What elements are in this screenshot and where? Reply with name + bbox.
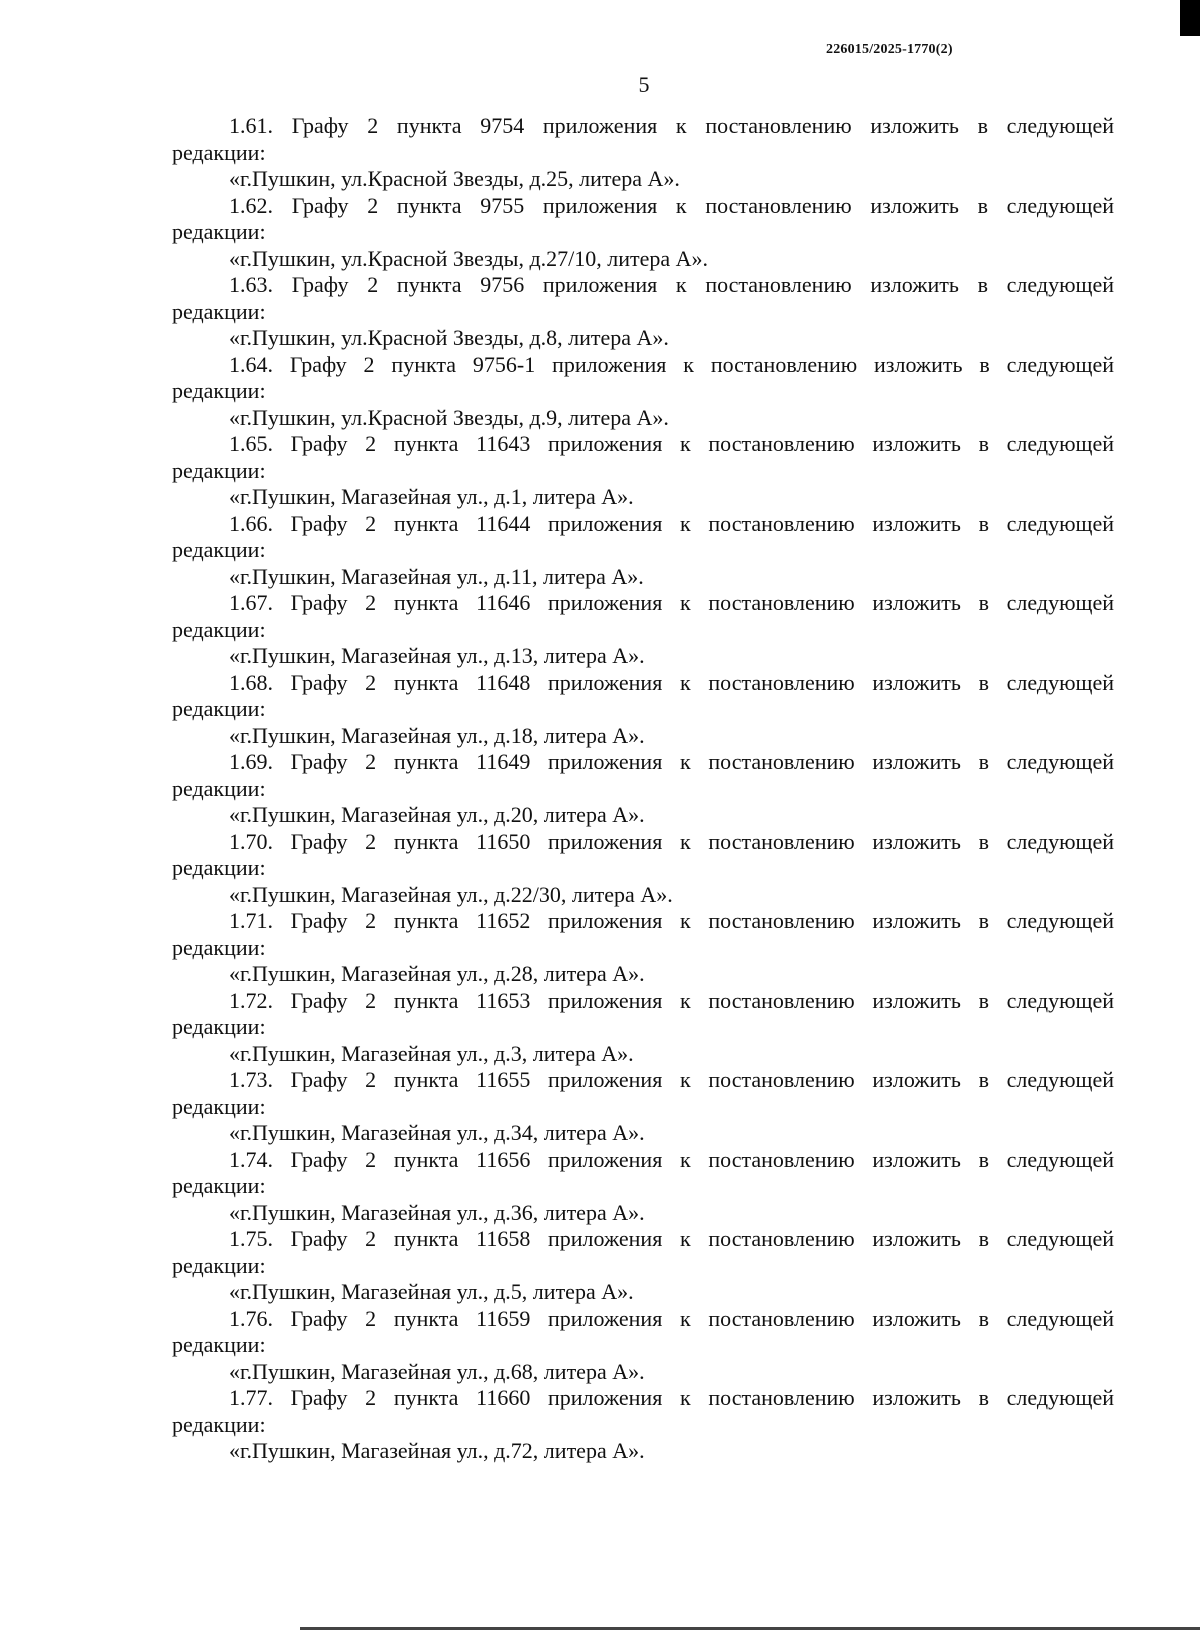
item-address: «г.Пушкин, Магазейная ул., д.28, литера А». [229, 961, 645, 986]
item-address: «г.Пушкин, Магазейная ул., д.1, литера А». [229, 484, 634, 509]
list-item [172, 113, 1114, 193]
item-continuation: редакции: [172, 1093, 266, 1119]
item-address: «г.Пушкин, ул.Красной Звезды, д.27/10, литера А». [229, 245, 709, 271]
list-item [172, 352, 1114, 432]
item-continuation: редакции: [172, 378, 266, 403]
list-item [172, 1306, 1114, 1386]
item-address: «г.Пушкин, ул.Красной Звезды, д.25, литера А». [229, 166, 680, 191]
item-continuation: редакции: [172, 855, 266, 880]
list-item [172, 590, 1114, 670]
item-address: «г.Пушкин, ул.Красной Звезды, д.9, литера А». [229, 404, 669, 430]
item-address: «г.Пушкин, Магазейная ул., д.11, литера А». [229, 563, 644, 589]
item-address: «г.Пушкин, Магазейная ул., д.22/30, литера А». [229, 881, 673, 907]
item-heading: 1.63. Графу 2 пункта 9756 приложения к постановлению изложить в следующей [229, 272, 1114, 297]
item-address: «г.Пушкин, Магазейная ул., д.36, литера А». [229, 1199, 645, 1225]
item-heading: 1.69. Графу 2 пункта 11649 приложения к постановлению изложить в следующей [229, 749, 1114, 774]
item-heading: 1.73. Графу 2 пункта 11655 приложения к постановлению изложить в следующей [229, 1067, 1114, 1092]
item-heading: 1.75. Графу 2 пункта 11658 приложения к постановлению изложить в следующей [229, 1226, 1114, 1251]
list-item [172, 1226, 1114, 1306]
item-continuation: редакции: [172, 1014, 266, 1039]
item-heading: 1.72. Графу 2 пункта 11653 приложения к постановлению изложить в следующей [229, 987, 1114, 1013]
list-item [172, 1067, 1114, 1147]
list-item [172, 670, 1114, 750]
item-continuation: редакции: [172, 1411, 266, 1437]
item-address: «г.Пушкин, ул.Красной Звезды, д.8, литера А». [229, 325, 669, 350]
item-continuation: редакции: [172, 1332, 266, 1357]
item-continuation: редакции: [172, 1252, 266, 1278]
item-heading: 1.74. Графу 2 пункта 11656 приложения к постановлению изложить в следующей [229, 1146, 1114, 1172]
item-continuation: редакции: [172, 934, 266, 960]
item-heading: 1.61. Графу 2 пункта 9754 приложения к постановлению изложить в следующей [229, 113, 1114, 138]
scan-bottom-edge [300, 1627, 1200, 1630]
item-continuation: редакции: [172, 775, 266, 801]
item-heading: 1.77. Графу 2 пункта 11660 приложения к постановлению изложить в следующей [229, 1385, 1114, 1410]
list-item [172, 749, 1114, 829]
document-body [172, 113, 1114, 1465]
list-item [172, 272, 1114, 352]
item-heading: 1.67. Графу 2 пункта 11646 приложения к постановлению изложить в следующей [229, 590, 1114, 615]
page-number: 5 [638, 72, 650, 97]
item-heading: 1.66. Графу 2 пункта 11644 приложения к постановлению изложить в следующей [229, 510, 1114, 536]
item-heading: 1.62. Графу 2 пункта 9755 приложения к постановлению изложить в следующей [229, 192, 1114, 218]
item-address: «г.Пушкин, Магазейная ул., д.5, литера А». [229, 1279, 634, 1304]
list-item [172, 193, 1114, 273]
item-continuation: редакции: [172, 616, 266, 642]
item-continuation: редакции: [172, 139, 266, 165]
item-heading: 1.76. Графу 2 пункта 11659 приложения к постановлению изложить в следующей [229, 1305, 1114, 1331]
list-item [172, 1385, 1114, 1465]
item-address: «г.Пушкин, Магазейная ул., д.13, литера А». [229, 643, 645, 668]
item-continuation: редакции: [172, 537, 266, 562]
list-item [172, 1147, 1114, 1227]
item-continuation: редакции: [172, 696, 266, 721]
item-address: «г.Пушкин, Магазейная ул., д.3, литера А». [229, 1040, 634, 1066]
list-item [172, 511, 1114, 591]
list-item [172, 829, 1114, 909]
item-continuation: редакции: [172, 298, 266, 324]
item-heading: 1.65. Графу 2 пункта 11643 приложения к постановлению изложить в следующей [229, 431, 1114, 456]
document-number: 226015/2025-1770(2) [826, 42, 953, 57]
item-heading: 1.64. Графу 2 пункта 9756-1 приложения к постановлению изложить в следующей [229, 351, 1114, 377]
item-heading: 1.68. Графу 2 пункта 11648 приложения к постановлению изложить в следующей [229, 669, 1114, 695]
item-address: «г.Пушкин, Магазейная ул., д.18, литера А». [229, 722, 645, 748]
item-address: «г.Пушкин, Магазейная ул., д.34, литера А». [229, 1120, 645, 1145]
list-item [172, 988, 1114, 1068]
item-heading: 1.70. Графу 2 пункта 11650 приложения к постановлению изложить в следующей [229, 828, 1114, 854]
list-item [172, 908, 1114, 988]
item-address: «г.Пушкин, Магазейная ул., д.20, литера А». [229, 802, 645, 827]
list-item [172, 431, 1114, 511]
item-address: «г.Пушкин, Магазейная ул., д.68, литера А». [229, 1358, 645, 1384]
item-continuation: редакции: [172, 1173, 266, 1198]
scan-corner-mark [1180, 0, 1200, 36]
item-heading: 1.71. Графу 2 пункта 11652 приложения к постановлению изложить в следующей [229, 908, 1114, 933]
item-continuation: редакции: [172, 219, 266, 244]
item-address: «г.Пушкин, Магазейная ул., д.72, литера А». [229, 1438, 645, 1463]
item-continuation: редакции: [172, 457, 266, 483]
